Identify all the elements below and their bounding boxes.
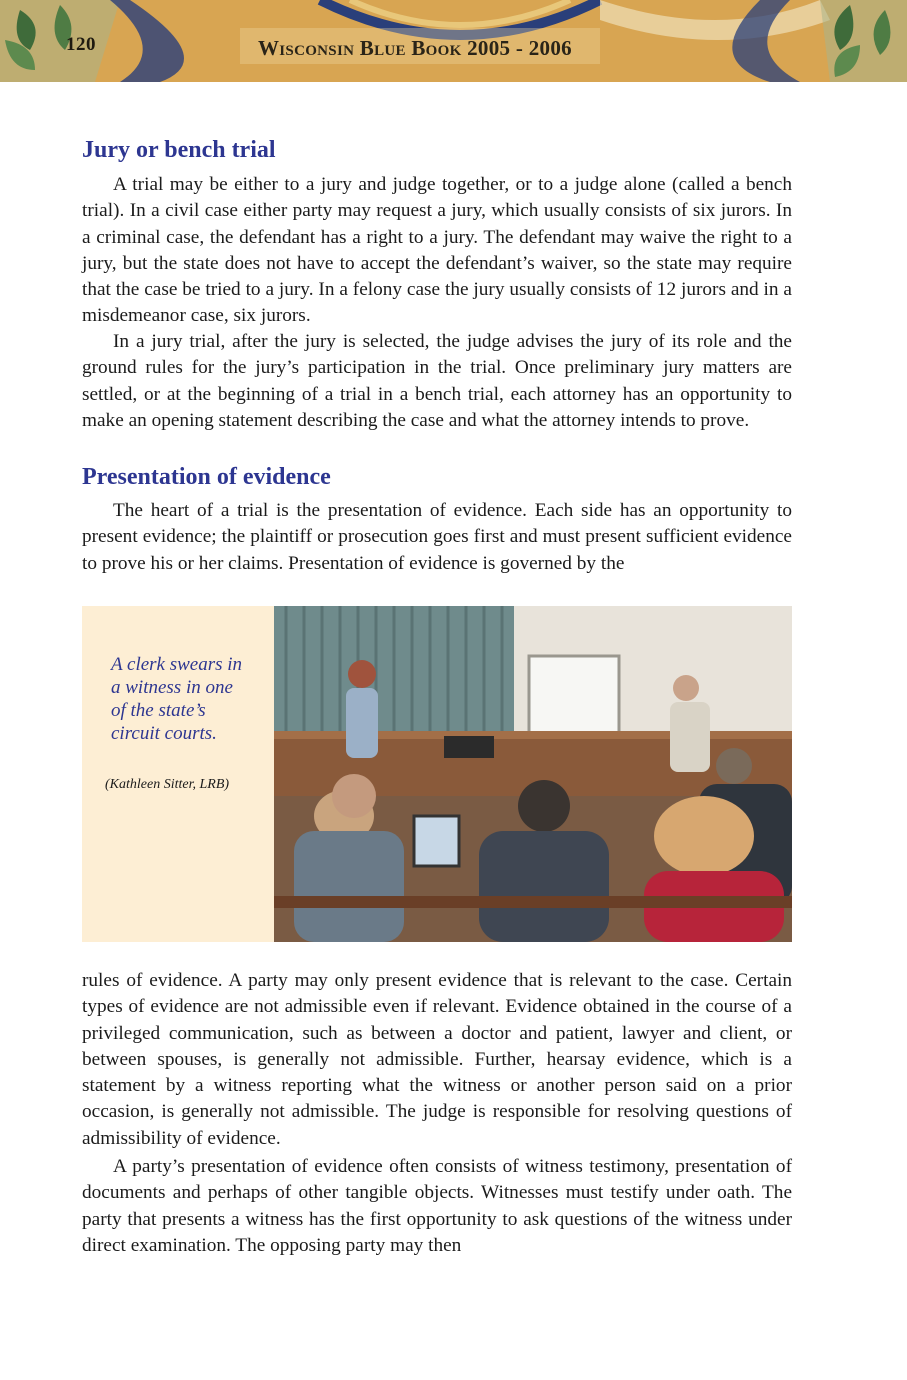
book-title: Wisconsin Blue Book 2005 - 2006 bbox=[258, 36, 572, 60]
courtroom-illustration bbox=[274, 606, 792, 942]
caption-panel bbox=[82, 606, 274, 942]
paragraph-jury-trial: A trial may be either to a jury and judge together, or to a judge alone (called a bench trial). In a civil case either party may request a jury, which usually consists of six jurors. In a criminal case, the defendant has a right to a jury. The defendant may waive the right to a jury, but the state does not have to accept the defendant’s waiver, so the state may require that the case be tried to a jury. In a felony case the jury usually consists of 12 jurors and in a misdemeanor case, six jurors. bbox=[82, 174, 792, 327]
page-header-banner bbox=[0, 0, 907, 82]
page-number: 120 bbox=[66, 34, 96, 55]
figure bbox=[82, 606, 792, 942]
paragraph-evidence-intro: The heart of a trial is the presentation of evidence. Each side has an opportunity to present evidence; the plaintiff or prosecution goes first and must present sufficient evidence to prove his or her claims. Presentation of evidence is governed by the bbox=[82, 500, 792, 574]
figure-caption: A clerk swears in a witness in one of the state’s circuit courts. bbox=[111, 654, 243, 744]
photo-credit: (Kathleen Sitter, LRB) bbox=[105, 777, 230, 792]
section-heading-evidence: Presentation of evidence bbox=[82, 464, 331, 490]
paragraph-jury-selection: In a jury trial, after the jury is selected, the judge advises the jury of its role and the ground rules for the jury’s participation in the trial. Once preliminary jury matters are settled, or at the beginning of a trial in a bench trial, each attorney has an opportunity to make an opening statement describing the case and what the attorney intends to prove. bbox=[82, 331, 792, 431]
courtroom-photo bbox=[274, 606, 792, 942]
section-heading-jury-trial: Jury or bench trial bbox=[82, 137, 276, 163]
paragraph-rules-of-evidence: rules of evidence. A party may only present evidence that is relevant to the case. Certain types of evidence are not admissible even if relevant. Evidence obtained in the course of a privileged communication, such as between a doctor and patient, lawyer and client, or between spouses, is generally not admissible. Further, hearsay evidence, which is a statement by a witness reporting what the witness or another person said on a prior occasion, is generally not admissible. The judge is responsible for resolving questions of admissibility of evidence. bbox=[82, 970, 792, 1149]
paragraph-witness-testimony: A party’s presentation of evidence often consists of witness testimony, presentation of documents and perhaps of other tangible objects. Witnesses must testify under oath. The party that presents a witness has the first opportunity to ask questions of the witness under direct examination. The opposing party may then bbox=[82, 1156, 792, 1256]
